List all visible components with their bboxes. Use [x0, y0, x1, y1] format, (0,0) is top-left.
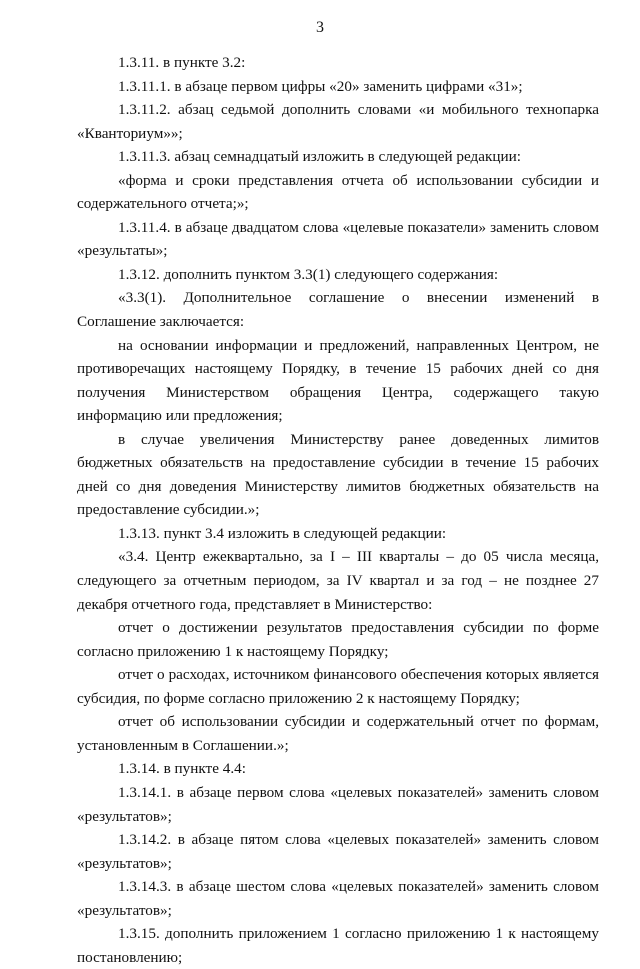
paragraph-1-3-11: 1.3.11. в пункте 3.2:	[118, 54, 246, 71]
paragraph-results-report: отчет о достижении результатов предоставления субсидии по форме согласно приложению 1 к настоящему Порядку;	[77, 619, 599, 660]
paragraph-1-3-15: 1.3.15. дополнить приложением 1 согласно приложению 1 к настоящему постановлению;	[77, 925, 599, 966]
quoted-paragraph-3-3-1: «3.3(1). Дополнительное соглашение о внесении изменений в Соглашение заключается:	[77, 289, 599, 331]
document-body	[77, 51, 599, 969]
paragraph-expenses-report: отчет о расходах, источником финансового обеспечения которых является субсидия, по форме согласно приложению 2 к настоящему Порядку;	[77, 666, 599, 707]
paragraph-1-3-14-3: 1.3.14.3. в абзаце шестом слова «целевых показателей» заменить словом «результатов»;	[77, 878, 599, 919]
paragraph-1-3-11-2: 1.3.11.2. абзац седьмой дополнить словами «и мобильного технопарка «Кванториум»»;	[77, 101, 599, 142]
paragraph-1-3-11-1: 1.3.11.1. в абзаце первом цифры «20» заменить цифрами «31»;	[118, 77, 523, 95]
paragraph-usage-report: отчет об использовании субсидии и содержательный отчет по формам, установленным в Соглашении.»;	[77, 713, 599, 754]
paragraph-1-3-12: 1.3.12. дополнить пунктом 3.3(1) следующего содержания:	[118, 265, 499, 283]
page-number: 3	[316, 19, 324, 36]
paragraph-1-3-11-4: 1.3.11.4. в абзаце двадцатом слова «целевые показатели» заменить словом «результаты»;	[77, 218, 599, 260]
quoted-paragraph-3-4: «3.4. Центр ежеквартально, за I – III кварталы – до 05 числа месяца, следующего за отчетным периодом, за IV квартал и за год – не позднее 27 декабря отчетного года, представляет в Министерство:	[77, 548, 599, 613]
paragraph-limits-increase: в случае увеличения Министерству ранее доведенных лимитов бюджетных обязательств на предоставление субсидии в течение 15 рабочих дней со дня доведения Министерству лимитов бюджетных обязательств на предоставление субсидии.»;	[77, 430, 599, 519]
paragraph-proposals-basis: на основании информации и предложений, направленных Центром, не противоречащих настоящему Порядку, в течение 15 рабочих дней со дня получения Министерством обращения Центра, содержащего такую информацию или предложения;	[77, 336, 599, 425]
paragraph-1-3-11-3: 1.3.11.3. абзац семнадцатый изложить в следующей редакции:	[118, 148, 521, 166]
paragraph-1-3-14: 1.3.14. в пункте 4.4:	[118, 760, 246, 778]
paragraph-1-3-14-2: 1.3.14.2. в абзаце пятом слова «целевых показателей» заменить словом «результатов»;	[77, 831, 599, 872]
quoted-paragraph-report-form: «форма и сроки представления отчета об использовании субсидии и содержательного отчета;»;	[77, 171, 599, 213]
paragraph-1-3-14-1: 1.3.14.1. в абзаце первом слова «целевых показателей» заменить словом «результатов»;	[77, 783, 599, 825]
paragraph-1-3-13: 1.3.13. пункт 3.4 изложить в следующей редакции:	[118, 524, 447, 542]
